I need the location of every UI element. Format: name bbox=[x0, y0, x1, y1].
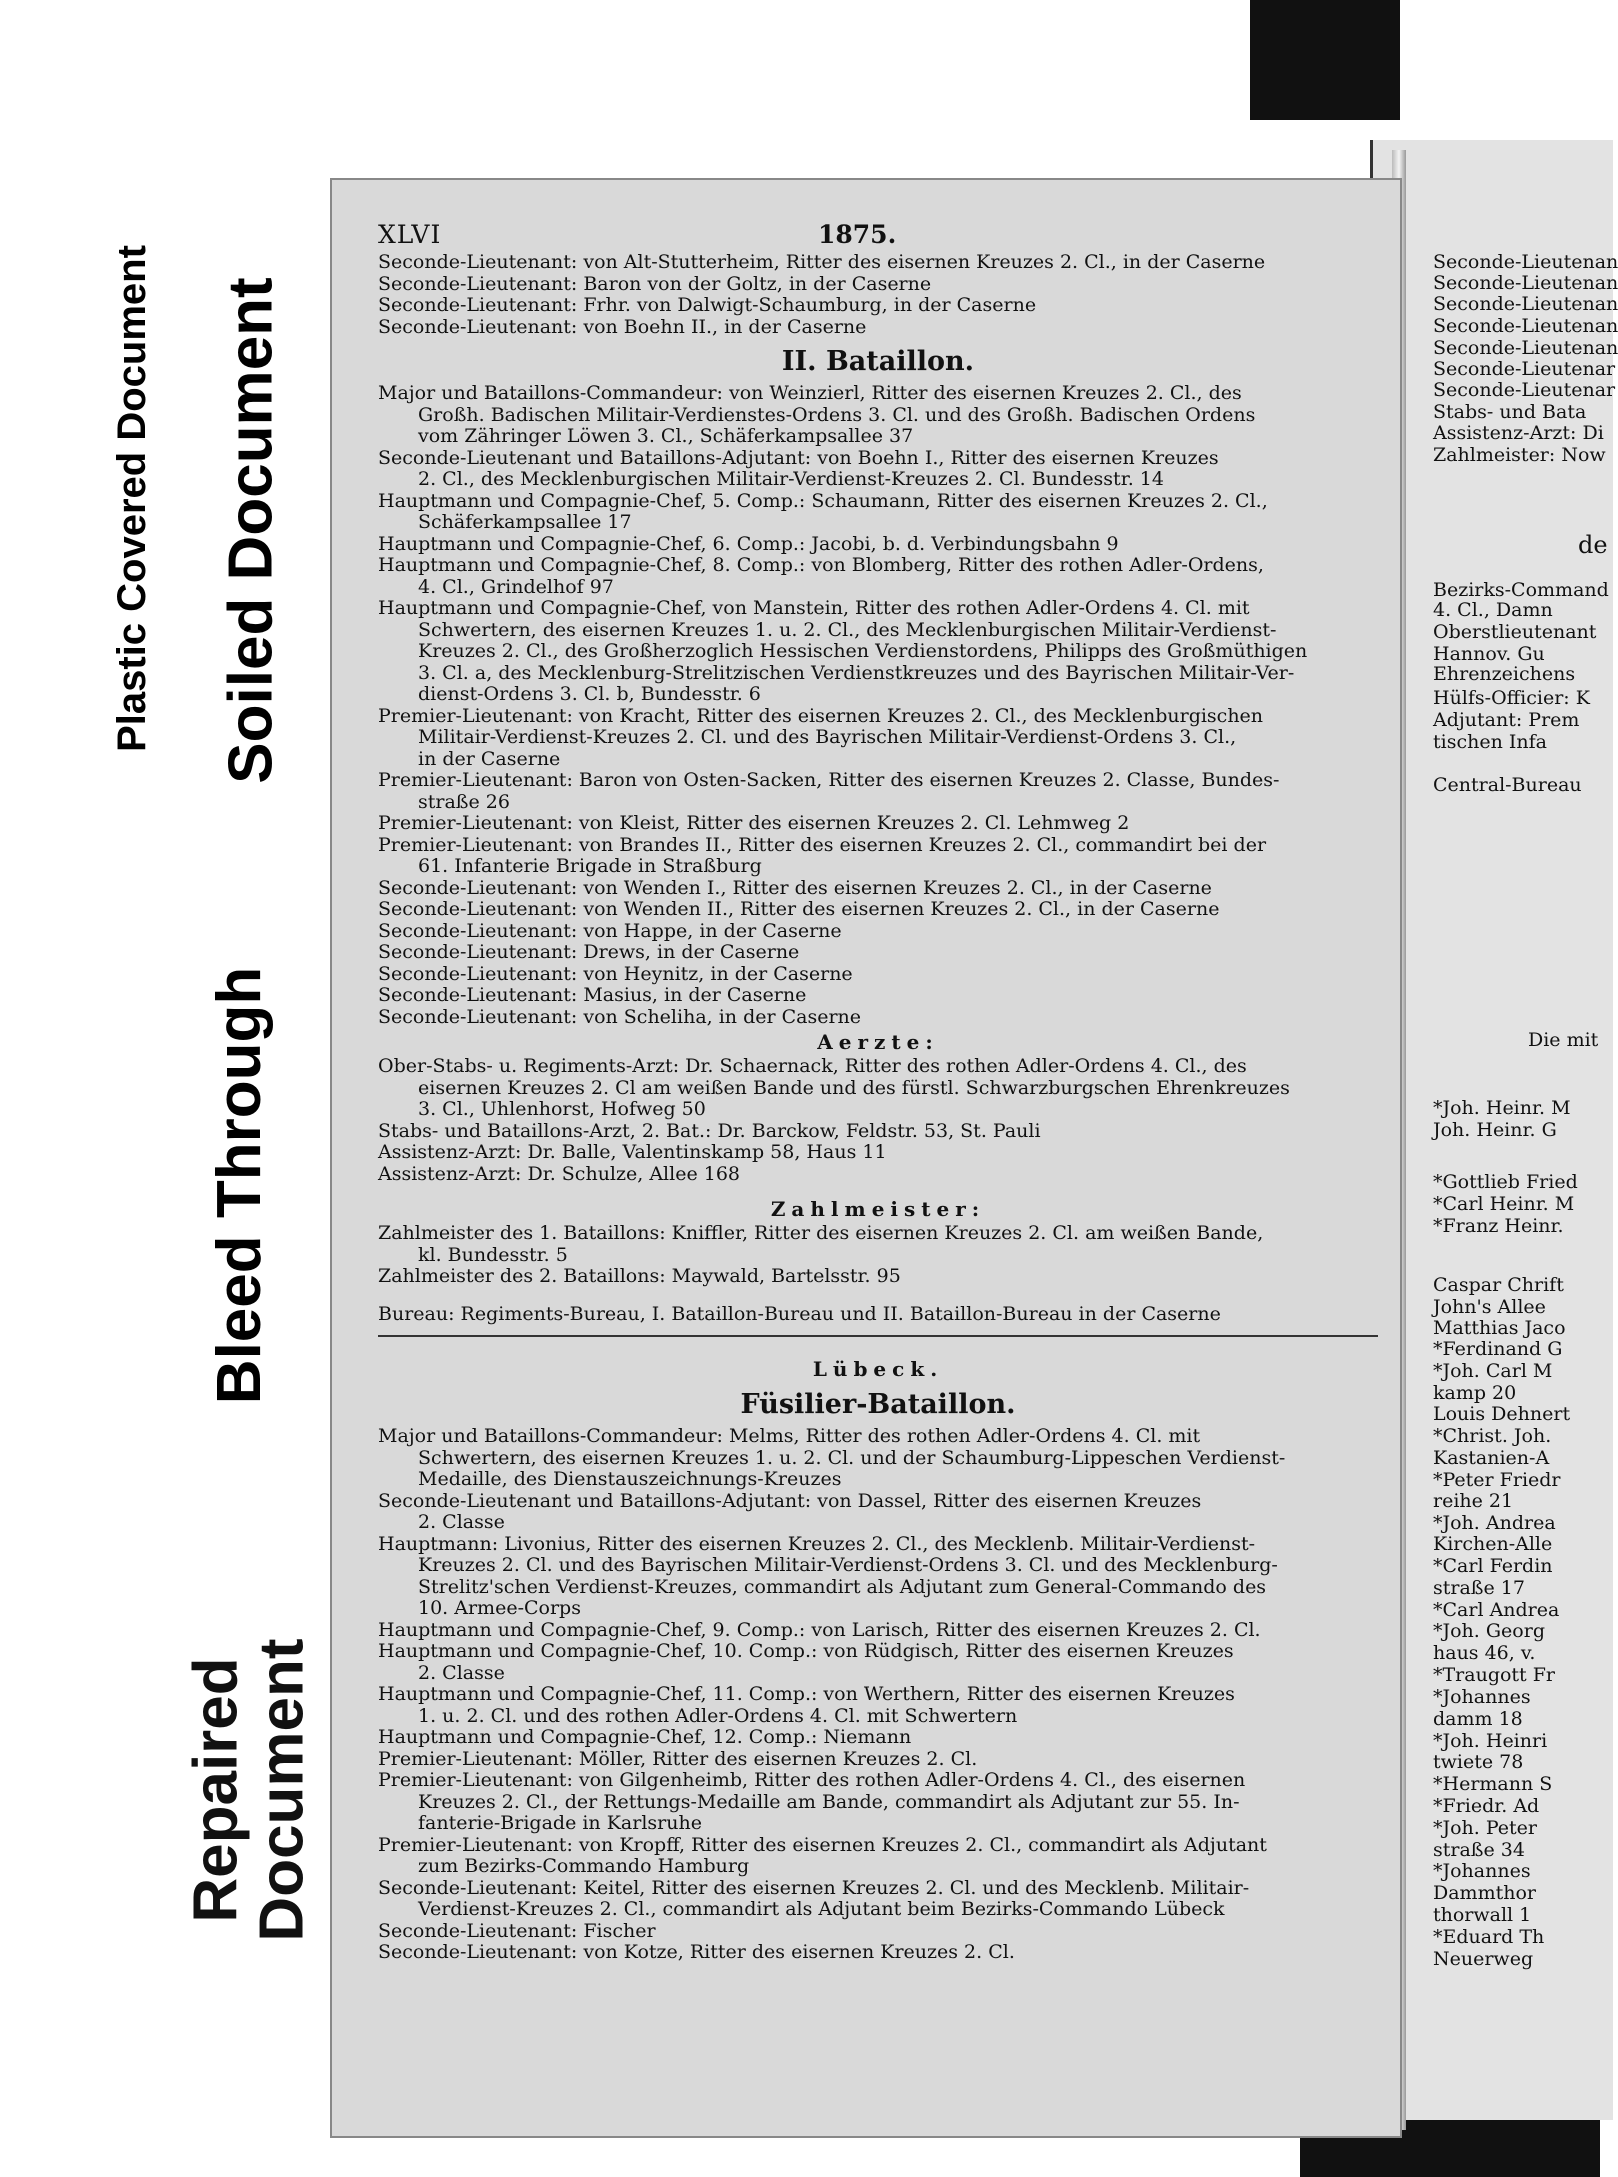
aerzte-heading: Aerzte: bbox=[817, 1030, 939, 1054]
right-page-line: *Johannes bbox=[1433, 1686, 1531, 1708]
right-page-line: *Hermann S bbox=[1433, 1773, 1553, 1795]
right-page-line: Kirchen-Alle bbox=[1433, 1533, 1553, 1555]
right-page-line: Neuerweg bbox=[1433, 1948, 1534, 1970]
entry-line: Seconde-Lieutenant: von Boehn II., in der Caserne bbox=[378, 315, 867, 338]
entry-line: Premier-Lieutenant: Baron von Osten-Sacken, Ritter des eisernen Kreuzes 2. Classe, Bundes- bbox=[378, 769, 1280, 791]
right-page-line: haus 46, v. bbox=[1433, 1642, 1536, 1664]
entry-line: Ober-Stabs- u. Regiments-Arzt: Dr. Schaernack, Ritter des rothen Adler-Ordens 4. Cl., des bbox=[378, 1055, 1247, 1077]
entry-line: Hauptmann und Compagnie-Chef, 12. Comp.: Niemann bbox=[378, 1726, 912, 1748]
right-page-line: Seconde-Lieutenan bbox=[1433, 251, 1618, 273]
right-page-line: Central-Bureau bbox=[1433, 774, 1582, 796]
entry-line: Seconde-Lieutenant: Drews, in der Caserne bbox=[378, 941, 800, 963]
zahlmeister-heading: Zahlmeister: bbox=[770, 1197, 986, 1221]
luebeck-heading: Lübeck. bbox=[812, 1357, 944, 1381]
bleed-through-label bbox=[165, 890, 315, 1480]
entry-line: 3. Cl. a, des Mecklenburg-Strelitzischen Verdienstkreuzes und des Bayrischen Militair-Ver- bbox=[418, 661, 1295, 684]
entry-line: Kreuzes 2. Cl. und des Bayrischen Militair-Verdienst-Ordens 3. Cl. und des Mecklenburg- bbox=[418, 1554, 1278, 1576]
soiled-label bbox=[176, 210, 326, 850]
entry-line: 3. Cl., Uhlenhorst, Hofweg 50 bbox=[418, 1098, 706, 1120]
battalion-2-entries bbox=[378, 383, 1378, 1028]
entry-line: Schäferkampsallee 17 bbox=[418, 511, 632, 533]
entry-line: Seconde-Lieutenant: von Kotze, Ritter des eisernen Kreuzes 2. Cl. bbox=[378, 1941, 1015, 1963]
page-header bbox=[378, 220, 1378, 252]
entry-line: 10. Armee-Corps bbox=[418, 1597, 581, 1619]
aerzte-entries bbox=[378, 1056, 1378, 1185]
battalion-2-heading: II. Bataillon. bbox=[781, 346, 975, 377]
right-page-line: Ehrenzeichens bbox=[1433, 663, 1576, 685]
fusilier-heading: Füsilier-Bataillon. bbox=[740, 1389, 1016, 1420]
entry-line: Premier-Lieutenant: von Brandes II., Ritter des eisernen Kreuzes 2. Cl., commandirt bei der bbox=[378, 833, 1267, 856]
entry-line: Hauptmann und Compagnie-Chef, 11. Comp.: von Werthern, Ritter des eisernen Kreuzes bbox=[378, 1683, 1235, 1705]
page-number: XLVI bbox=[378, 220, 442, 249]
right-page-line: *Franz Heinr. bbox=[1433, 1215, 1564, 1237]
entry-line: Premier-Lieutenant: von Gilgenheimb, Ritter des rothen Adler-Ordens 4. Cl., des eisernen bbox=[378, 1769, 1246, 1791]
entry-line: Hauptmann: Livonius, Ritter des eisernen Kreuzes 2. Cl., des Mecklenb. Militair-Verdienst- bbox=[378, 1532, 1256, 1555]
right-page-line: *Friedr. Ad bbox=[1433, 1795, 1540, 1817]
right-page-line: *Christ. Joh. bbox=[1433, 1425, 1552, 1447]
entry-line: 2. Cl., des Mecklenburgischen Militair-Verdienst-Kreuzes 2. Cl. Bundesstr. 14 bbox=[418, 468, 1164, 490]
right-page-line: *Traugott Fr bbox=[1433, 1664, 1555, 1686]
right-page-line: *Joh. Georg bbox=[1433, 1620, 1545, 1642]
entry-line: Seconde-Lieutenant: Keitel, Ritter des eisernen Kreuzes 2. Cl. und des Mecklenb. Militair- bbox=[378, 1876, 1250, 1899]
right-page-line: *Carl Heinr. M bbox=[1433, 1193, 1575, 1215]
entry-line: Seconde-Lieutenant: von Scheliha, in der Caserne bbox=[378, 1005, 862, 1028]
entry-line: eisernen Kreuzes 2. Cl am weißen Bande und des fürstl. Schwarzburgschen Ehrenkreuzes bbox=[418, 1076, 1290, 1099]
entry-line: Premier-Lieutenant: Möller, Ritter des eisernen Kreuzes 2. Cl. bbox=[378, 1747, 978, 1770]
right-page-line: Seconde-Lieutenan bbox=[1433, 272, 1618, 294]
right-page-line: *Joh. Carl M bbox=[1433, 1360, 1553, 1382]
right-page-line: *Peter Friedr bbox=[1433, 1469, 1561, 1491]
right-page-line: straße 17 bbox=[1433, 1577, 1525, 1599]
right-page-line: Bezirks-Command bbox=[1433, 579, 1609, 601]
entry-line: Premier-Lieutenant: von Kleist, Ritter des eisernen Kreuzes 2. Cl. Lehmweg 2 bbox=[378, 812, 1130, 834]
right-page-line: Die mit bbox=[1528, 1029, 1599, 1051]
right-page-line: *Joh. Peter bbox=[1433, 1817, 1538, 1839]
zahlmeister-entries bbox=[378, 1223, 1378, 1288]
entry-line: Hauptmann und Compagnie-Chef, 10. Comp.: von Rüdgisch, Ritter des eisernen Kreuzes bbox=[378, 1640, 1234, 1662]
entry-line: Assistenz-Arzt: Dr. Schulze, Allee 168 bbox=[378, 1162, 741, 1185]
right-page-line: *Carl Andrea bbox=[1433, 1599, 1560, 1621]
right-page-line: kamp 20 bbox=[1433, 1382, 1517, 1404]
right-page-line: de bbox=[1578, 531, 1608, 559]
entry-line: Zahlmeister des 1. Bataillons: Kniffler, Ritter des eisernen Kreuzes 2. Cl. am weißen Bande, bbox=[378, 1222, 1264, 1244]
entry-line: Premier-Lieutenant: von Kropff, Ritter des eisernen Kreuzes 2. Cl., commandirt als Adjutant bbox=[378, 1833, 1267, 1856]
right-page-line: *Joh. Heinr. M bbox=[1433, 1097, 1571, 1119]
right-page-line: Caspar Chrift bbox=[1433, 1274, 1564, 1296]
right-page-line: straße 34 bbox=[1433, 1839, 1525, 1861]
entry-line: Hauptmann und Compagnie-Chef, 9. Comp.: von Larisch, Ritter des eisernen Kreuzes 2. Cl. bbox=[378, 1618, 1261, 1641]
right-page-line: Adjutant: Prem bbox=[1433, 709, 1580, 731]
entry-line: dienst-Ordens 3. Cl. b, Bundesstr. 6 bbox=[418, 683, 761, 705]
entry-line: Seconde-Lieutenant: von Wenden I., Ritter des eisernen Kreuzes 2. Cl., in der Caserne bbox=[378, 876, 1212, 899]
entry-line: Zahlmeister des 2. Bataillons: Maywald, Bartelsstr. 95 bbox=[378, 1265, 901, 1287]
top-dark-bar-right bbox=[1250, 0, 1300, 60]
entry-line: Seconde-Lieutenant und Bataillons-Adjutant: von Dassel, Ritter des eisernen Kreuzes bbox=[378, 1489, 1202, 1512]
right-page-line: Oberstlieutenant bbox=[1433, 621, 1597, 643]
entry-line: Seconde-Lieutenant: Fischer bbox=[378, 1919, 656, 1942]
page-content bbox=[378, 220, 1378, 1964]
right-page-line: *Joh. Heinri bbox=[1433, 1730, 1548, 1752]
entry-line: Premier-Lieutenant: von Kracht, Ritter des eisernen Kreuzes 2. Cl., des Mecklenburgischen bbox=[378, 704, 1264, 727]
right-page-line: *Ferdinand G bbox=[1433, 1338, 1563, 1360]
right-page-line: Seconde-Lieutenar bbox=[1433, 379, 1616, 401]
right-page-line: Zahlmeister: Now bbox=[1433, 444, 1606, 466]
right-page-line: *Eduard Th bbox=[1433, 1926, 1545, 1948]
entry-line: Seconde-Lieutenant: von Happe, in der Caserne bbox=[378, 919, 842, 942]
entry-line: 4. Cl., Grindelhof 97 bbox=[418, 575, 614, 598]
fusilier-entries bbox=[378, 1426, 1378, 1964]
right-page-line: *Joh. Andrea bbox=[1433, 1512, 1556, 1534]
entry-line: Seconde-Lieutenant: von Wenden II., Ritter des eisernen Kreuzes 2. Cl., in der Caserne bbox=[378, 898, 1220, 920]
entry-line: Großh. Badischen Militair-Verdienstes-Ordens 3. Cl. und des Großh. Badischen Ordens bbox=[418, 403, 1256, 426]
entry-line: Stabs- und Bataillons-Arzt, 2. Bat.: Dr. Barckow, Feldstr. 53, St. Pauli bbox=[378, 1119, 1041, 1142]
entry-line: Kreuzes 2. Cl., des Großherzoglich Hessischen Verdienstordens, Philipps des Großmüthigen bbox=[418, 640, 1308, 662]
entry-line: Schwertern, des eisernen Kreuzes 1. u. 2. Cl. und der Schaumburg-Lippeschen Verdienst- bbox=[418, 1446, 1286, 1469]
bleed-through-text: Bleed Through bbox=[205, 966, 275, 1404]
right-page-line: Louis Dehnert bbox=[1433, 1403, 1571, 1425]
right-page-line: Kastanien-A bbox=[1433, 1447, 1550, 1469]
soiled-text: Soiled Document bbox=[216, 276, 286, 784]
entry-line: Strelitz'schen Verdienst-Kreuzes, commandirt als Adjutant zum General-Commando des bbox=[418, 1575, 1267, 1598]
entry-line: Major und Bataillons-Commandeur: von Weinzierl, Ritter des eisernen Kreuzes 2. Cl., des bbox=[378, 382, 1242, 404]
repaired-text-2: Document bbox=[248, 1638, 318, 1942]
entry-line: 61. Infanterie Brigade in Straßburg bbox=[418, 855, 762, 877]
right-page bbox=[1370, 140, 1618, 2120]
right-page-line: Matthias Jaco bbox=[1433, 1317, 1566, 1339]
right-page-line: *Johannes bbox=[1433, 1860, 1531, 1882]
entry-line: 2. Classe bbox=[418, 1511, 505, 1533]
entry-line: straße 26 bbox=[418, 790, 510, 813]
right-page-line: Joh. Heinr. G bbox=[1433, 1119, 1557, 1141]
entry-line: Seconde-Lieutenant und Bataillons-Adjutant: von Boehn I., Ritter des eisernen Kreuzes bbox=[378, 446, 1219, 469]
right-page-line: Assistenz-Arzt: Di bbox=[1433, 422, 1604, 444]
repaired-label bbox=[150, 1540, 350, 2040]
right-page-line: Hülfs-Officier: K bbox=[1433, 687, 1590, 709]
entry-line: Verdienst-Kreuzes 2. Cl., commandirt als Adjutant beim Bezirks-Commando Lübeck bbox=[418, 1898, 1225, 1920]
entry-line: Seconde-Lieutenant: Baron von der Goltz, in der Caserne bbox=[378, 272, 932, 295]
entry-line: zum Bezirks-Commando Hamburg bbox=[418, 1855, 750, 1877]
top-lines bbox=[378, 252, 1378, 338]
bureau-line: Bureau: Regiments-Bureau, I. Bataillon-Bureau und II. Bataillon-Bureau in der Caserne bbox=[378, 1304, 1378, 1338]
entry-line: Seconde-Lieutenant: Masius, in der Caserne bbox=[378, 984, 807, 1006]
document-page bbox=[330, 178, 1402, 2138]
right-page-line: twiete 78 bbox=[1433, 1751, 1524, 1773]
right-page-line: Seconde-Lieutenan bbox=[1433, 293, 1618, 315]
entry-line: 2. Classe bbox=[418, 1661, 505, 1684]
entry-line: in der Caserne bbox=[418, 747, 561, 770]
entry-line: Schwertern, des eisernen Kreuzes 1. u. 2. Cl., des Mecklenburgischen Militair-Verdienst- bbox=[418, 618, 1277, 641]
entry-line: vom Zähringer Löwen 3. Cl., Schäferkampsallee 37 bbox=[418, 425, 914, 447]
entry-line: fanterie-Brigade in Karlsruhe bbox=[418, 1812, 702, 1834]
right-page-line: damm 18 bbox=[1433, 1708, 1523, 1730]
entry-line: Militair-Verdienst-Kreuzes 2. Cl. und des Bayrischen Militair-Verdienst-Ordens 3. Cl., bbox=[418, 726, 1237, 748]
repaired-text-1: Repaired bbox=[182, 1657, 252, 1923]
right-page-line: Seconde-Lieutenar bbox=[1433, 358, 1616, 380]
entry-line: 1. u. 2. Cl. und des rothen Adler-Ordens 4. Cl. mit Schwertern bbox=[418, 1704, 1018, 1727]
right-page-line: Stabs- und Bata bbox=[1433, 401, 1587, 423]
entry-line: Hauptmann und Compagnie-Chef, 5. Comp.: Schaumann, Ritter des eisernen Kreuzes 2. Cl., bbox=[378, 489, 1268, 512]
entry-line: Major und Bataillons-Commandeur: Melms, Ritter des rothen Adler-Ordens 4. Cl. mit bbox=[378, 1425, 1201, 1447]
right-page-line: thorwall 1 bbox=[1433, 1904, 1532, 1926]
right-page-line: *Carl Ferdin bbox=[1433, 1555, 1553, 1577]
right-page-line: Hannov. Gu bbox=[1433, 643, 1545, 665]
page-year: 1875. bbox=[818, 220, 897, 249]
right-page-line: Dammthor bbox=[1433, 1882, 1536, 1904]
right-page-line: Seconde-Lieutenan bbox=[1433, 315, 1618, 337]
right-page-line: Seconde-Lieutenan bbox=[1433, 337, 1618, 359]
entry-line: Hauptmann und Compagnie-Chef, von Manstein, Ritter des rothen Adler-Ordens 4. Cl. mit bbox=[378, 597, 1250, 619]
right-page-line: 4. Cl., Damn bbox=[1433, 599, 1553, 621]
entry-line: Seconde-Lieutenant: von Alt-Stutterheim, Ritter des eisernen Kreuzes 2. Cl., in der Caserne bbox=[378, 251, 1266, 273]
entry-line: kl. Bundesstr. 5 bbox=[418, 1243, 568, 1266]
entry-line: Hauptmann und Compagnie-Chef, 6. Comp.: Jacobi, b. d. Verbindungsbahn 9 bbox=[378, 532, 1119, 555]
entry-line: Assistenz-Arzt: Dr. Balle, Valentinskamp 58, Haus 11 bbox=[378, 1141, 887, 1163]
right-page-line: John's Allee bbox=[1433, 1296, 1546, 1318]
entry-line: Seconde-Lieutenant: von Heynitz, in der Caserne bbox=[378, 962, 853, 985]
right-page-line: reihe 21 bbox=[1433, 1490, 1514, 1512]
entry-line: Medaille, des Dienstauszeichnungs-Kreuzes bbox=[418, 1468, 842, 1490]
entry-line: Seconde-Lieutenant: Frhr. von Dalwigt-Schaumburg, in der Caserne bbox=[378, 294, 1037, 316]
right-page-line: *Gottlieb Fried bbox=[1433, 1171, 1578, 1193]
entry-line: Kreuzes 2. Cl., der Rettungs-Medaille am Bande, commandirt als Adjutant zur 55. In- bbox=[418, 1790, 1240, 1813]
plastic-covered-text: Plastic Covered Document bbox=[109, 244, 154, 752]
plastic-covered-label bbox=[92, 168, 172, 828]
right-page-line: tischen Infa bbox=[1433, 731, 1547, 753]
entry-line: Hauptmann und Compagnie-Chef, 8. Comp.: von Blomberg, Ritter des rothen Adler-Ordens, bbox=[378, 554, 1264, 576]
